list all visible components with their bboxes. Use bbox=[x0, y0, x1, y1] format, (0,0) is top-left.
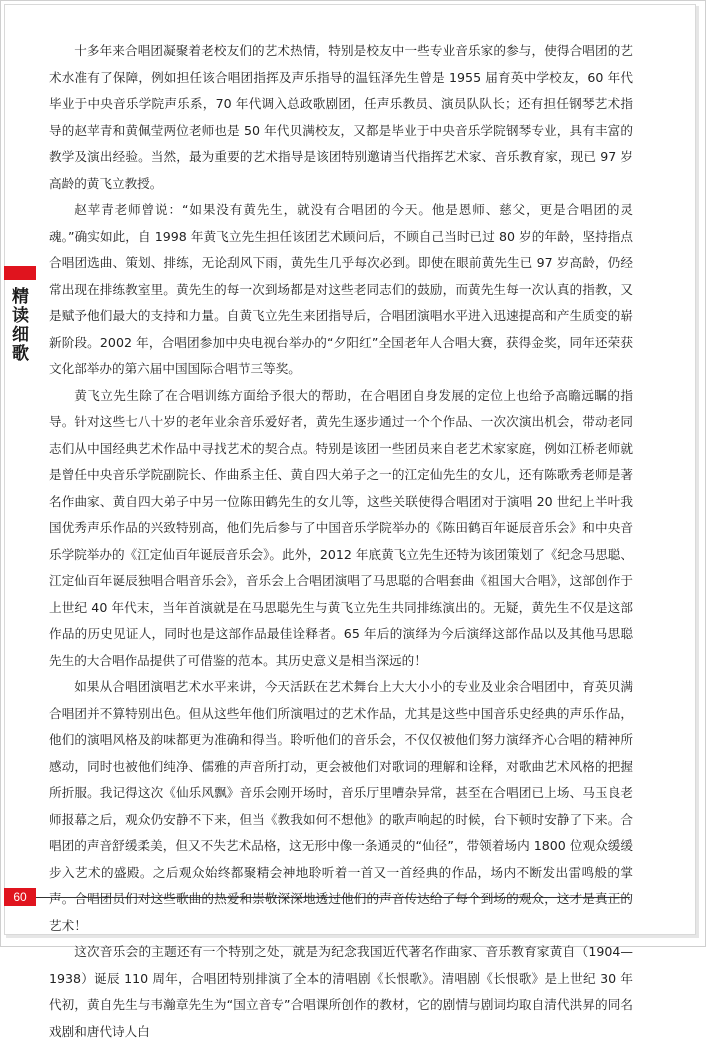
section-marker-bar bbox=[4, 266, 36, 280]
paragraph: 如果从合唱团演唱艺术水平来讲，今天活跃在艺术舞台上大大小小的专业及业余合唱团中，育英贝满合唱团并不算特别出色。但从这些年他们所演唱过的艺术作品，尤其是这些中国音乐史经典的声乐作品，他们的演唱风格及韵味都更为准确和得当。聆听他们的音乐会，不仅仅被他们努力演绎齐心合唱的精神所感动，同时也被他们纯净、儒雅的声音所打动，更会被他们对歌词的理解和诠释，对歌曲艺术风格的把握所折服。我记得这次《仙乐风飘》音乐会刚开场时，音乐厅里嘈杂异常，甚至在合唱团已上场、马玉良老师报幕之后，观众仍安静不下来，但当《教我如何不想他》的歌声响起的时候，台下顿时安静了下来。合唱团的声音舒缓柔美，但又不失艺术品格，这无形中像一条通灵的“仙径”，带领着场内 1800 位观众缓缓步入艺术的盛殿。之后观众始终都聚精会神地聆听着一首又一首经典的作品，场内不断发出雷鸣般的掌声。合唱团员们对这些歌曲的热爱和崇敬深深地透过他们的声音传达给了每个到场的观众，这才是真正的艺术！ bbox=[49, 679, 633, 933]
paragraph: 这次音乐会的主题还有一个特别之处，就是为纪念我国近代著名作曲家、音乐教育家黄自（1904—1938）诞辰 110 周年，合唱团特别排演了全本的清唱剧《长恨歌》。清唱剧《长恨歌》是上世纪 30 年代初，黄自先生与韦瀚章先生为“国立音专”合唱课所创作的教材，它的剧情与剧词均取自清代洪昇的同名戏剧和唐代诗人白 bbox=[49, 944, 633, 1039]
paragraph: 赵苹青老师曾说：“如果没有黄先生，就没有合唱团的今天。他是恩师、慈父，更是合唱团的灵魂。”确实如此，自 1998 年黄飞立先生担任该团艺术顾问后，不顾自己当时已过 80 岁的年龄，坚持指点合唱团选曲、策划、排练，无论刮风下雨，黄先生几乎每次必到。即使在眼前黄先生已 97 岁高龄，仍经常出现在排练教室里。黄先生的每一次到场都是对这些老同志们的鼓励，而黄先生每一次认真的指教，又是赋予他们最大的支持和力量。自黄飞立先生来团指导后，合唱团演唱水平进入迅速提高和产生质变的崭新阶段。2002 年，合唱团参加中央电视台举办的“夕阳红”全国老年人合唱大赛，获得金奖，同年还荣获文化部举办的第六届中国国际合唱节三等奖。 bbox=[49, 202, 633, 376]
footer-rule bbox=[36, 897, 630, 898]
article-body bbox=[49, 38, 633, 1045]
page-number: 60 bbox=[4, 888, 36, 906]
paragraph: 黄飞立先生除了在合唱训练方面给予很大的帮助，在合唱团自身发展的定位上也给予高瞻远瞩的指导。针对这些七八十岁的老年业余音乐爱好者，黄先生逐步通过一个个作品、一次次演出机会，带动老同志们从中国经典艺术作品中寻找艺术的契合点。特别是该团一些团员来自老艺术家家庭，例如江桥老师就是曾任中央音乐学院副院长、作曲系主任、黄自四大弟子之一的江定仙先生的女儿，还有陈歌秀老师是著名作曲家、黄自四大弟子中另一位陈田鹤先生的女儿等，这些关联使得合唱团对于演唱 20 世纪上半叶我国优秀声乐作品的兴致特别高，他们先后参与了中国音乐学院举办的《陈田鹤百年诞辰音乐会》和中央音乐学院举办的《江定仙百年诞辰音乐会》。此外，2012 年底黄飞立先生还特为该团策划了《纪念马思聪、江定仙百年诞辰独唱合唱音乐会》，音乐会上合唱团演唱了马思聪的合唱套曲《祖国大合唱》，这部创作于上世纪 40 年代末，当年首演就是在马思聪先生与黄飞立先生共同排练演出的。无疑，黄先生不仅是这部作品的历史见证人，同时也是这部作品最佳诠释者。65 年后的演绎为今后演绎这部作品以及其他马思聪先生的大合唱作品提供了可借鉴的范本。其历史意义是相当深远的！ bbox=[49, 387, 633, 668]
section-title: 精读细歌 bbox=[12, 287, 29, 364]
paragraph: 十多年来合唱团凝聚着老校友们的艺术热情，特别是校友中一些专业音乐家的参与，使得合唱团的艺术水准有了保障，例如担任该合唱团指挥及声乐指导的温钰泽先生曾是 1955 届育英中学校友，60 年代毕业于中央音乐学院声乐系，70 年代调入总政歌剧团，任声乐教员、演员队队长；还有担任钢琴艺术指导的赵苹青和黄佩莹两位老师也是 50 年代贝满校友，又都是毕业于中央音乐学院钢琴专业，具有丰富的教学及演出经验。当然，最为重要的艺术指导是该团特别邀请当代指挥艺术家、音乐教育家，现已 97 岁高龄的黄飞立教授。 bbox=[49, 43, 633, 191]
